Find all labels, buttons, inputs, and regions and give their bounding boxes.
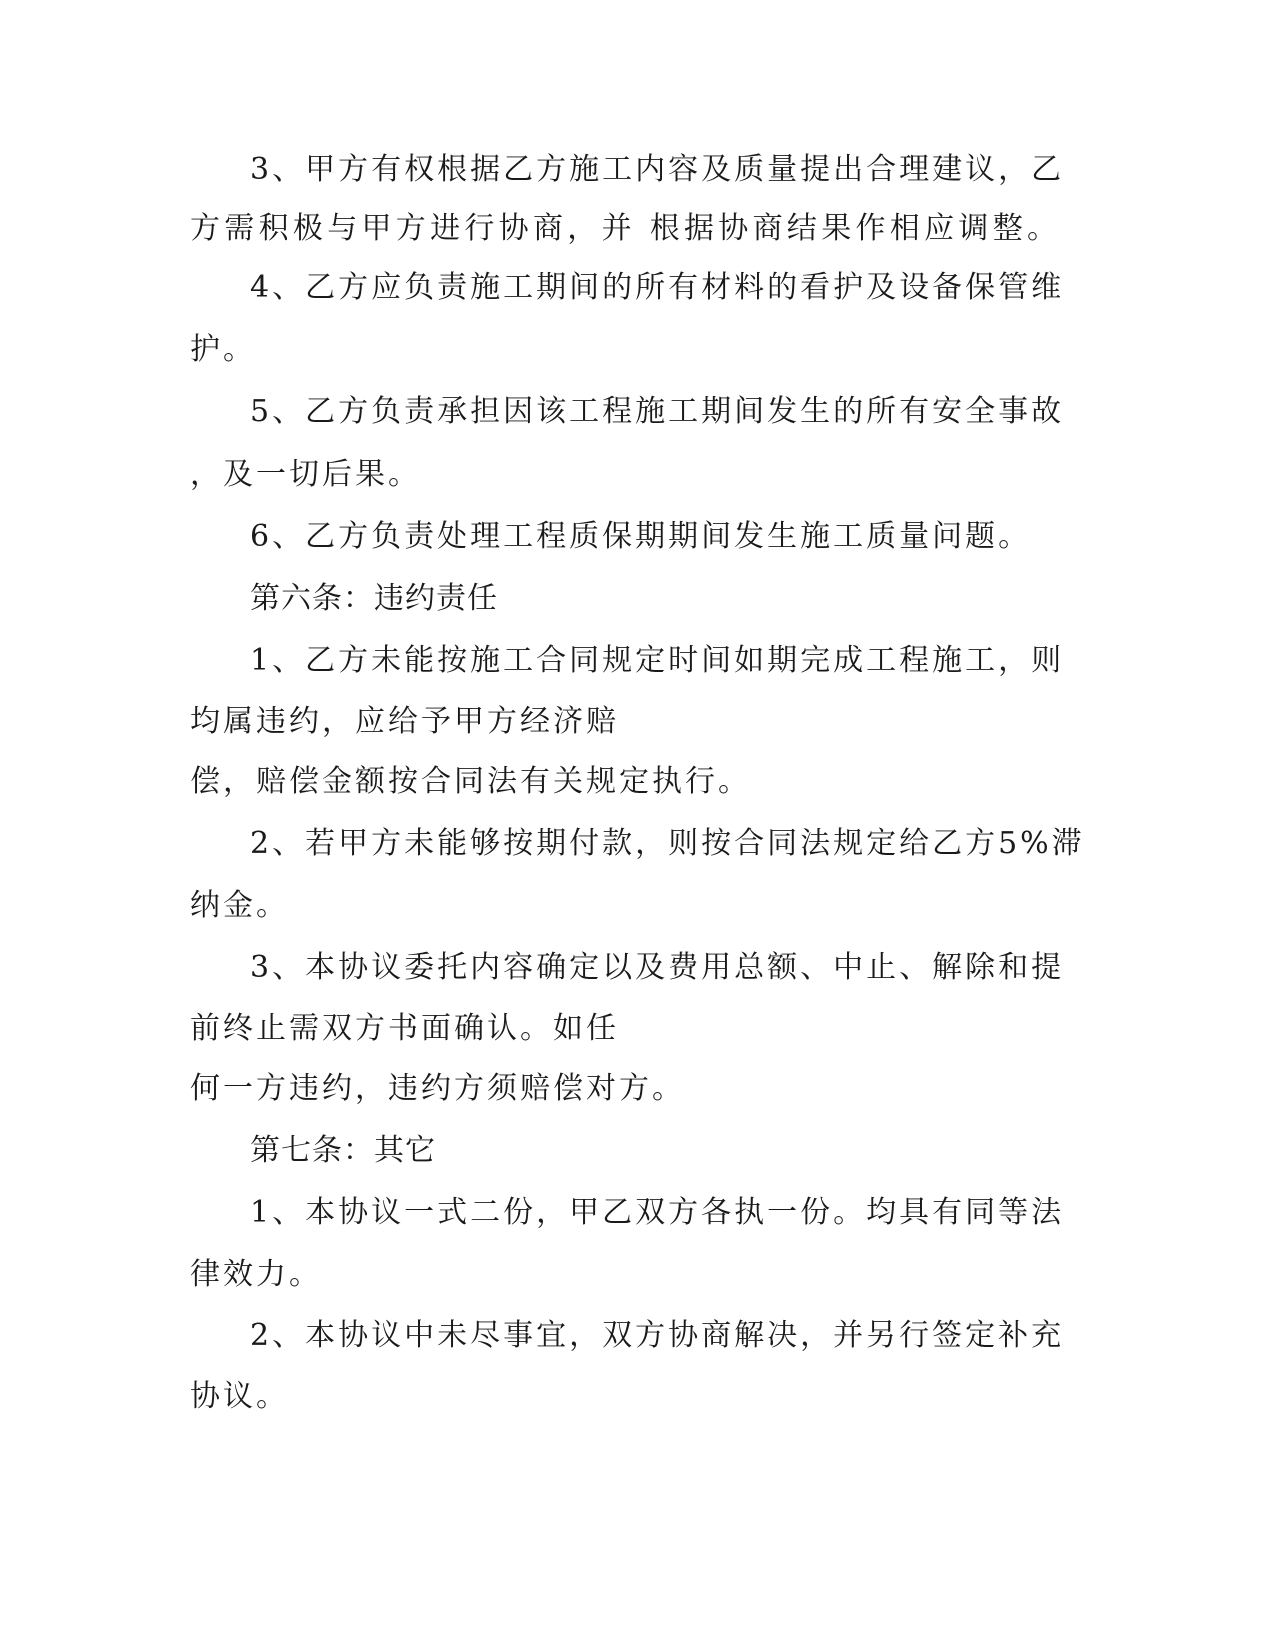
clause-5-6-line-1: 6、乙方负责处理工程质保期期间发生施工质量问题。 <box>250 519 1032 554</box>
clause-7-2-line-1: 2、本协议中未尽事宜，双方协商解决，并另行签定补充 <box>250 1318 1065 1353</box>
clause-6-2-line-1: 2、若甲方未能够按期付款，则按合同法规定给乙方5%滞 <box>250 826 1085 861</box>
clause-7-1-line-1: 1、本协议一式二份，甲乙双方各执一份。均具有同等法 <box>250 1195 1065 1230</box>
article-7-heading: 第七条：其它 <box>250 1133 436 1168</box>
clause-7-1-line-2: 律效力。 <box>190 1257 322 1292</box>
clause-6-2-line-2: 纳金。 <box>190 888 289 923</box>
clause-6-3-line-2: 前终止需双方书面确认。如任 <box>190 1011 619 1046</box>
clause-5-4-line-1: 4、乙方应负责施工期间的所有材料的看护及设备保管维 <box>250 270 1065 305</box>
clause-6-1-line-2: 均属违约，应给予甲方经济赔 <box>190 704 619 739</box>
clause-5-5-line-1: 5、乙方负责承担因该工程施工期间发生的所有安全事故 <box>250 394 1065 429</box>
clause-5-5-line-2: ，及一切后果。 <box>190 457 421 492</box>
clause-6-1-line-1: 1、乙方未能按施工合同规定时间如期完成工程施工，则 <box>250 643 1065 678</box>
clause-5-3-line-1: 3、甲方有权根据乙方施工内容及质量提出合理建议，乙 <box>250 152 1065 187</box>
clause-6-3-line-3: 何一方违约，违约方须赔偿对方。 <box>190 1071 685 1106</box>
clause-6-1-line-3: 偿，赔偿金额按合同法有关规定执行。 <box>190 764 751 799</box>
article-6-heading: 第六条：违约责任 <box>250 581 498 616</box>
clause-6-3-line-1: 3、本协议委托内容确定以及费用总额、中止、解除和提 <box>250 950 1065 985</box>
clause-7-2-line-2: 协议。 <box>190 1379 289 1414</box>
clause-5-4-line-2: 护。 <box>190 332 256 367</box>
clause-5-3-line-2: 方需积极与甲方进行协商，并 根据协商结果作相应调整。 <box>190 211 1060 246</box>
